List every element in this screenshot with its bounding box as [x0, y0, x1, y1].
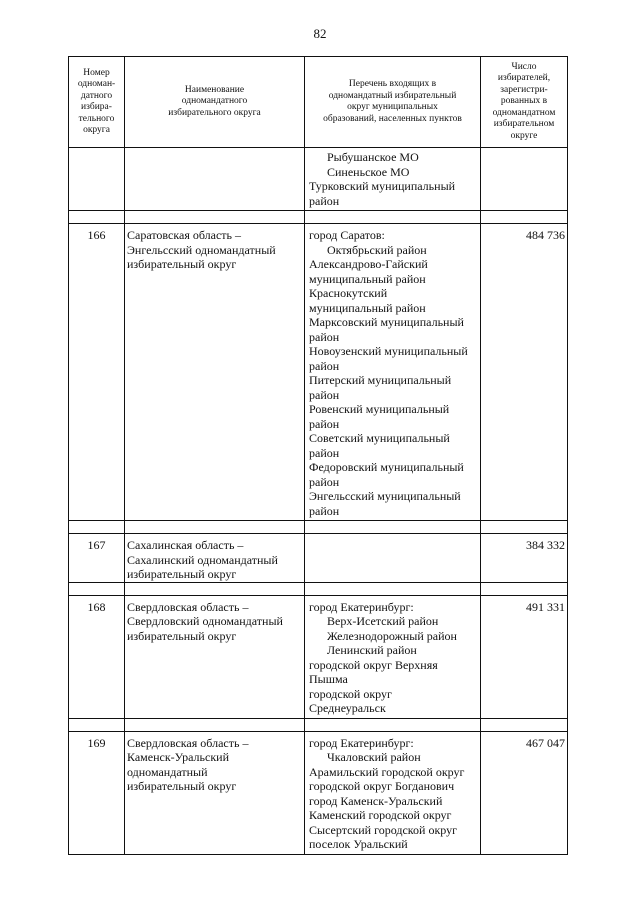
municipal-unit: Верх-Исетский район: [327, 614, 439, 628]
header-line: избирательном: [493, 119, 555, 130]
cell-units: [305, 731, 481, 854]
header-line: образований, населенных пунктов: [323, 113, 462, 124]
cell-name: [125, 224, 305, 521]
spacer-cell: [481, 211, 568, 224]
municipal-unit: Марксовский муниципальный: [309, 315, 464, 329]
municipal-unit: Ленинский район: [327, 643, 417, 657]
municipal-unit: Среднеуральск: [309, 701, 386, 715]
municipal-unit: муниципальный район: [309, 300, 426, 315]
header-line: датного: [80, 90, 113, 101]
municipal-unit: муниципальный район: [309, 271, 426, 286]
header-municipal-units: [305, 57, 481, 148]
spacer-cell: [481, 582, 568, 595]
district-name-line: Сахалинская область –: [127, 538, 244, 552]
municipal-unit: район: [309, 416, 340, 431]
spacer-cell: [125, 211, 305, 224]
district-name-line: Каменск-Уральский: [127, 750, 229, 764]
municipal-unit: район: [309, 329, 340, 344]
spacer-cell: [69, 521, 125, 534]
table-row-spacer: [69, 582, 568, 595]
municipal-unit: городской округ Богданович: [309, 779, 455, 793]
cell-name: [125, 731, 305, 854]
cell-name: [125, 148, 305, 211]
header-line: округ муниципальных: [347, 102, 438, 112]
cell-units: [305, 224, 481, 521]
municipal-unit: Синеньское МО: [327, 164, 410, 179]
table-header-row: [69, 57, 568, 148]
cell-name: [125, 534, 305, 583]
districts-table: [68, 56, 568, 855]
municipal-unit: Советский муниципальный: [309, 431, 450, 445]
header-line: рованных в: [500, 96, 548, 107]
municipal-unit: Турковский муниципальный: [309, 179, 456, 193]
municipal-unit: Питерский муниципальный: [309, 373, 452, 387]
cell-voters: 491 331: [481, 595, 568, 718]
district-name-line: Саратовская область –: [127, 228, 242, 242]
municipal-unit: Чкаловский район: [327, 750, 421, 764]
cell-number: 168: [69, 595, 125, 718]
district-name-line: избирательный округ: [127, 779, 237, 793]
spacer-cell: [305, 211, 481, 224]
table-row-spacer: [69, 521, 568, 534]
header-line: зарегистри-: [500, 84, 548, 95]
municipal-unit: Железнодорожный район: [327, 628, 457, 643]
header-line: Число: [511, 61, 537, 72]
municipal-unit: район: [309, 503, 340, 518]
cell-units: [305, 534, 481, 583]
header-line: округе: [510, 130, 538, 141]
spacer-cell: [481, 521, 568, 534]
header-line: Перечень входящих в: [348, 79, 437, 89]
header-line: Наименование: [184, 84, 245, 95]
spacer-cell: [69, 211, 125, 224]
table-row: [69, 534, 568, 583]
cell-number: 169: [69, 731, 125, 854]
municipal-unit: Рыбушанское МО: [327, 150, 419, 164]
municipal-unit: Краснокутский: [309, 286, 388, 300]
district-name-line: Сахалинский одномандатный: [127, 552, 278, 567]
cell-voters: [481, 148, 568, 211]
cell-voters: 384 332: [481, 534, 568, 583]
municipal-unit: Пышма: [309, 672, 348, 686]
header-line: одномандатного: [181, 96, 248, 107]
table-body: [69, 148, 568, 855]
header-line: одномандатном: [492, 107, 556, 118]
header-line: одномандатный избирательный: [328, 90, 457, 101]
spacer-cell: [125, 521, 305, 534]
municipal-unit: поселок Уральский: [309, 837, 408, 851]
cell-number: [69, 148, 125, 211]
table-row-continuation: [69, 148, 568, 211]
municipal-unit: район: [309, 358, 340, 373]
cell-units: [305, 148, 481, 211]
municipal-unit: Ровенский муниципальный: [309, 402, 450, 416]
district-name-line: избирательный округ: [127, 628, 237, 643]
municipal-unit: город Екатеринбург:: [309, 735, 414, 750]
cell-number: 166: [69, 224, 125, 521]
cell-units: [305, 595, 481, 718]
municipal-unit: Арамильский городской округ: [309, 764, 465, 779]
municipal-unit: Федоровский муниципальный: [309, 460, 464, 474]
municipal-unit: Александрово-Гайский: [309, 257, 428, 271]
district-name-line: Свердловский одномандатный: [127, 614, 283, 628]
spacer-cell: [305, 582, 481, 595]
table-row: [69, 595, 568, 718]
spacer-cell: [69, 582, 125, 595]
header-line: округа: [83, 125, 110, 135]
spacer-cell: [125, 718, 305, 731]
municipal-unit: городской округ Верхняя: [309, 657, 438, 672]
spacer-cell: [125, 582, 305, 595]
header-line: Номер: [83, 67, 110, 78]
municipal-unit: Энгельсский муниципальный: [309, 489, 461, 503]
header-line: избирателей,: [497, 73, 551, 84]
header-district-number: [69, 57, 125, 148]
municipal-unit: город Екатеринбург:: [309, 599, 414, 614]
header-line: одноман-: [77, 79, 116, 89]
table-row: [69, 731, 568, 854]
cell-voters: 467 047: [481, 731, 568, 854]
header-line: избира-: [81, 102, 112, 112]
spacer-cell: [305, 718, 481, 731]
municipal-unit: Октябрьский район: [327, 242, 427, 257]
municipal-unit: Сысертский городской округ: [309, 822, 458, 837]
municipal-unit: город Саратов:: [309, 228, 385, 242]
spacer-cell: [69, 718, 125, 731]
cell-name: [125, 595, 305, 718]
table-row-spacer: [69, 718, 568, 731]
cell-voters: 484 736: [481, 224, 568, 521]
municipal-unit: городской округ: [309, 686, 392, 701]
district-name-line: одномандатный: [127, 764, 208, 779]
district-name-line: избирательный округ: [127, 257, 237, 271]
spacer-cell: [481, 718, 568, 731]
municipal-unit: район: [309, 445, 340, 460]
municipal-unit: район: [309, 193, 340, 208]
page-number: 82: [313, 26, 327, 41]
district-name-line: Свердловская область –: [127, 599, 249, 614]
municipal-unit: Новоузенский муниципальный: [309, 344, 468, 358]
header-district-name: [125, 57, 305, 148]
header-line: избирательного округа: [168, 107, 261, 118]
cell-number: 167: [69, 534, 125, 583]
header-registered-voters: [481, 57, 568, 148]
municipal-unit: район: [309, 474, 340, 489]
municipal-unit: район: [309, 387, 340, 402]
municipal-unit: Каменский городской округ: [309, 808, 452, 822]
spacer-cell: [305, 521, 481, 534]
header-line: тельного: [78, 113, 115, 124]
district-name-line: Свердловская область –: [127, 735, 249, 750]
municipal-unit: город Каменск-Уральский: [309, 793, 443, 808]
district-name-line: Энгельсский одномандатный: [127, 242, 276, 257]
table-row: [69, 224, 568, 521]
table-row-spacer: [69, 211, 568, 224]
district-name-line: избирательный округ: [127, 567, 237, 581]
